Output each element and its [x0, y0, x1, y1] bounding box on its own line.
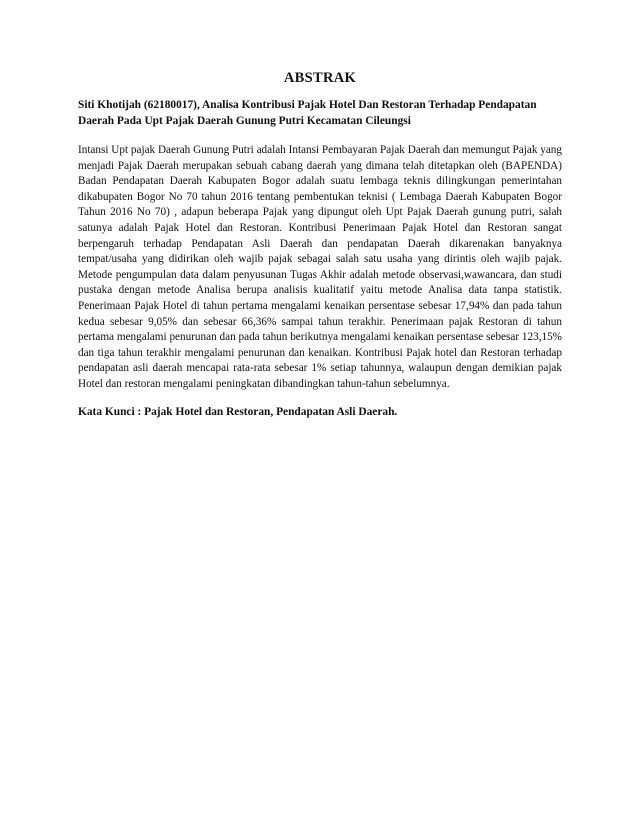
- page-title: ABSTRAK: [283, 70, 357, 86]
- document-page: [78, 70, 562, 420]
- author-title-heading: Siti Khotijah (62180017), Analisa Kontribusi Pajak Hotel Dan Restoran Terhadap Pendapatan Daerah Pada Upt Pajak Daerah Gunung Putri Kecamatan Cileungsi: [78, 99, 537, 127]
- abstract-body: Intansi Upt pajak Daerah Gunung Putri adalah Intansi Pembayaran Pajak Daerah dan memungut Pajak yang menjadi Pajak Daerah merupakan sebuah cabang daerah yang dimana telah ditetapkan oleh (BAPENDA) Badan Pendapatan Daerah Kabupaten Bogor adalah suatu lembaga teknis dilingkungan pemerintahan dikabupaten Bogor No 70 tahun 2016 tentang pembentukan teknisi ( Lembaga Daerah Kabupaten Bogor Tahun 2016 No 70) , adapun beberapa Pajak yang dipungut oleh Upt Pajak Daerah gunung putri, salah satunya adalah Pajak Hotel dan Restoran. Kontribusi Penerimaan Pajak Hotel dan Restoran sangat berpengaruh terhadap Pendapatan Asli Daerah dan pendapatan Daerah dikarenakan banyaknya tempat/usaha yang didirikan oleh wajib pajak sebagai salah satu usaha yang dirintis oleh wajib pajak. Metode pengumpulan data dalam penyusunan Tugas Akhir adalah metode observasi,wawancara, dan studi pustaka dengan metode Analisa berupa analisis kualitatif yaitu metode Analisa data tanpa statistik. Penerimaan Pajak Hotel di tahun pertama mengalami kenaikan persentase sebesar 17,94% dan pada tahun kedua sebesar 9,05% dan sebesar 66,36% sampai tahun terakhir. Penerimaan pajak Restoran di tahun pertama mengalami penurunan dan pada tahun berikutnya mengalami kenaikan persentase sebesar 123,15% dan tiga tahun terakhir mengalami penurunan dan kenaikan. Kontribusi Pajak hotel dan Restoran terhadap pendapatan asli daerah mencapai rata-rata sebesar 1% setiap tahunnya, walaupun dengan demikian pajak Hotel dan restoran mengalami peningkatan dibandingkan tahun-tahun sebelumnya.: [78, 144, 562, 390]
- keywords: Kata Kunci : Pajak Hotel dan Restoran, Pendapatan Asli Daerah.: [78, 405, 398, 418]
